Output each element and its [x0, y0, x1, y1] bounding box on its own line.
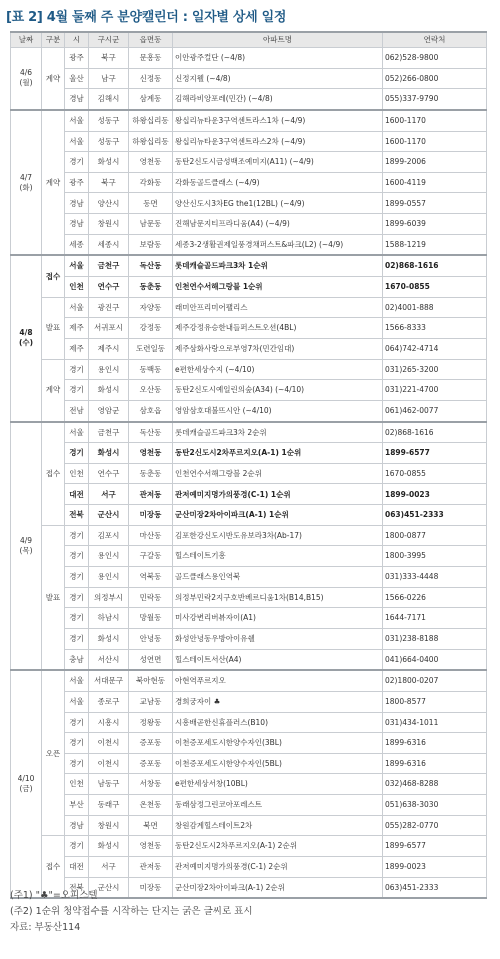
si-cell: 경기	[65, 608, 89, 629]
header-gu: 구시군	[89, 32, 129, 48]
apartment-cell: e편한세상서창(10BL)	[173, 774, 383, 795]
table-header-row	[11, 32, 487, 48]
apartment-cell: 이안광주컬단 (~4/8)	[173, 48, 383, 69]
gu-cell: 김해시	[89, 89, 129, 110]
table-row	[11, 68, 487, 89]
apartment-cell: 골드클래스용인역북	[173, 567, 383, 588]
table-row	[11, 338, 487, 359]
dong-cell: 하왕십리동	[129, 131, 173, 152]
dong-cell: 독산동	[129, 422, 173, 443]
type-cell: 접수	[42, 836, 65, 898]
si-cell: 경기	[65, 587, 89, 608]
gu-cell: 종로구	[89, 691, 129, 712]
apartment-cell: 이천증포세도시한양수자인(3BL)	[173, 733, 383, 754]
apartment-cell: 영암삼호대불뜨시안 (~4/10)	[173, 400, 383, 421]
gu-cell: 제주시	[89, 338, 129, 359]
si-cell: 경남	[65, 89, 89, 110]
contact-cell: 032)468-8288	[383, 774, 487, 795]
gu-cell: 서산시	[89, 649, 129, 670]
type-cell: 발표	[42, 525, 65, 670]
gu-cell: 서귀포시	[89, 318, 129, 339]
apartment-cell: 동탄2신도시예일린의숲(A34) (~4/10)	[173, 380, 383, 401]
contact-cell: 1670-0855	[383, 277, 487, 298]
table-row	[11, 214, 487, 235]
gu-cell: 군산시	[89, 877, 129, 898]
apartment-cell: 왕십리뉴타운3구역센트라스2차 (~4/9)	[173, 131, 383, 152]
contact-cell: 02)868-1616	[383, 422, 487, 443]
date-cell: 4/6 (월)	[11, 48, 42, 110]
footnote-source: 자료: 부동산114	[10, 922, 81, 933]
table-row	[11, 172, 487, 193]
dong-cell: 역북동	[129, 567, 173, 588]
contact-cell: 031)221-4700	[383, 380, 487, 401]
table-row	[11, 712, 487, 733]
apartment-cell: 이천증포세도시한양수자인(5BL)	[173, 753, 383, 774]
table-row	[11, 463, 487, 484]
apartment-cell: 의정부민락2지구호반베르디움1차(B14,B15)	[173, 587, 383, 608]
si-cell: 경남	[65, 193, 89, 214]
apartment-cell: 김포한강신도시반도유보라3차(Ab-17)	[173, 525, 383, 546]
schedule-table	[10, 31, 487, 899]
gu-cell: 이천시	[89, 733, 129, 754]
apartment-cell: 래미안프리미어팰리스	[173, 297, 383, 318]
dong-cell: 동백동	[129, 359, 173, 380]
si-cell: 서울	[65, 255, 89, 276]
date-cell: 4/10 (금)	[11, 670, 42, 898]
type-cell: 계약	[42, 110, 65, 255]
dong-cell: 구갈동	[129, 546, 173, 567]
apartment-cell: 롯데캐슬골드파크3차 1순위	[173, 255, 383, 276]
header-dong: 읍면동	[129, 32, 173, 48]
gu-cell: 양산시	[89, 193, 129, 214]
gu-cell: 서구	[89, 484, 129, 505]
si-cell: 서울	[65, 670, 89, 691]
contact-cell: 051)638-3030	[383, 795, 487, 816]
table-row	[11, 753, 487, 774]
contact-cell: 061)462-0077	[383, 400, 487, 421]
contact-cell: 1800-0877	[383, 525, 487, 546]
table-row	[11, 795, 487, 816]
dong-cell: 오산동	[129, 380, 173, 401]
table-row	[11, 400, 487, 421]
apartment-cell: 미사강변리버뷰자이(A1)	[173, 608, 383, 629]
si-cell: 서울	[65, 110, 89, 131]
contact-cell: 031)434-1011	[383, 712, 487, 733]
gu-cell: 서대문구	[89, 670, 129, 691]
gu-cell: 의정부시	[89, 587, 129, 608]
gu-cell: 금천구	[89, 422, 129, 443]
si-cell: 경기	[65, 525, 89, 546]
dong-cell: 온천동	[129, 795, 173, 816]
contact-cell: 1899-6039	[383, 214, 487, 235]
si-cell: 경기	[65, 359, 89, 380]
si-cell: 대전	[65, 856, 89, 877]
si-cell: 서울	[65, 131, 89, 152]
contact-cell: 1899-6316	[383, 753, 487, 774]
table-row	[11, 255, 487, 276]
table-row	[11, 691, 487, 712]
table-row	[11, 110, 487, 131]
gu-cell: 군산시	[89, 505, 129, 526]
footnote-bold: (주2) 1순위 청약접수를 시작하는 단지는 굵은 글씨로 표시	[10, 906, 253, 917]
si-cell: 광주	[65, 172, 89, 193]
table-row	[11, 587, 487, 608]
gu-cell: 이천시	[89, 753, 129, 774]
si-cell: 경기	[65, 567, 89, 588]
gu-cell: 북구	[89, 48, 129, 69]
gu-cell: 성동구	[89, 131, 129, 152]
contact-cell: 02)1800-0207	[383, 670, 487, 691]
table-row	[11, 443, 487, 464]
si-cell: 경기	[65, 546, 89, 567]
table-row	[11, 608, 487, 629]
contact-cell: 1670-0855	[383, 463, 487, 484]
dong-cell: 자양동	[129, 297, 173, 318]
dong-cell: 각화동	[129, 172, 173, 193]
gu-cell: 서구	[89, 856, 129, 877]
si-cell: 제주	[65, 318, 89, 339]
contact-cell: 1899-2006	[383, 152, 487, 173]
contact-cell: 1566-0226	[383, 587, 487, 608]
date-cell: 4/8 (수)	[11, 255, 42, 421]
apartment-cell: 신정지웰 (~4/8)	[173, 68, 383, 89]
dong-cell: 서창동	[129, 774, 173, 795]
dong-cell: 증포동	[129, 733, 173, 754]
type-cell: 오픈	[42, 670, 65, 836]
gu-cell: 화성시	[89, 380, 129, 401]
header-date: 날짜	[11, 32, 42, 48]
apartment-cell: 각화동골드클래스 (~4/9)	[173, 172, 383, 193]
gu-cell: 용인시	[89, 359, 129, 380]
gu-cell: 용인시	[89, 567, 129, 588]
si-cell: 경기	[65, 836, 89, 857]
contact-cell: 1800-8577	[383, 691, 487, 712]
table-row	[11, 505, 487, 526]
si-cell: 전북	[65, 505, 89, 526]
contact-cell: 1899-0557	[383, 193, 487, 214]
dong-cell: 북면	[129, 815, 173, 836]
dong-cell: 망월동	[129, 608, 173, 629]
dong-cell: 마산동	[129, 525, 173, 546]
si-cell: 경기	[65, 628, 89, 649]
apartment-cell: 동탄2신도시2차푸르지오(A-1) 2순위	[173, 836, 383, 857]
table-row	[11, 628, 487, 649]
apartment-cell: 롯데캐슬골드파크3차 2순위	[173, 422, 383, 443]
apartment-cell: 관저예미지명가의풍경(C-1) 2순위	[173, 856, 383, 877]
gu-cell: 세종시	[89, 234, 129, 255]
type-cell: 계약	[42, 359, 65, 421]
contact-cell: 052)266-0800	[383, 68, 487, 89]
apartment-cell: 제주강정유승한내들퍼스트오션(4BL)	[173, 318, 383, 339]
gu-cell: 용인시	[89, 546, 129, 567]
apartment-cell: 제주삼화사랑으로부영7차(민간임대)	[173, 338, 383, 359]
contact-cell: 1899-0023	[383, 856, 487, 877]
gu-cell: 창원시	[89, 815, 129, 836]
si-cell: 세종	[65, 234, 89, 255]
table-row	[11, 567, 487, 588]
header-apartment: 아파트명	[173, 32, 383, 48]
apartment-cell: 양산신도시3차EG the1(12BL) (~4/9)	[173, 193, 383, 214]
dong-cell: 독산동	[129, 255, 173, 276]
gu-cell: 남동구	[89, 774, 129, 795]
dong-cell: 관저동	[129, 856, 173, 877]
apartment-cell: 힐스테이트기흥	[173, 546, 383, 567]
dong-cell: 문흥동	[129, 48, 173, 69]
table-row	[11, 546, 487, 567]
table-title: [표 2] 4월 둘째 주 분양캘린더 : 일자별 상세 일정	[6, 10, 287, 25]
si-cell: 경기	[65, 733, 89, 754]
dong-cell: 동춘동	[129, 277, 173, 298]
apartment-cell: 인천연수서해그랑블 2순위	[173, 463, 383, 484]
dong-cell: 미장동	[129, 877, 173, 898]
footnote-officetel: (주1) "♣"=오피스텔	[10, 890, 98, 901]
dong-cell: 삼계동	[129, 89, 173, 110]
table-row	[11, 152, 487, 173]
gu-cell: 금천구	[89, 255, 129, 276]
gu-cell: 북구	[89, 172, 129, 193]
apartment-cell: 창원감계힐스테이트2차	[173, 815, 383, 836]
gu-cell: 동래구	[89, 795, 129, 816]
header-si: 시	[65, 32, 89, 48]
type-cell: 계약	[42, 48, 65, 110]
header-type: 구분	[42, 32, 65, 48]
si-cell: 서울	[65, 691, 89, 712]
si-cell: 경기	[65, 712, 89, 733]
table-row	[11, 297, 487, 318]
apartment-cell: 관저예미지명가의풍경(C-1) 1순위	[173, 484, 383, 505]
apartment-cell: 인천연수서해그랑블 1순위	[173, 277, 383, 298]
contact-cell: 02)868-1616	[383, 255, 487, 276]
gu-cell: 남구	[89, 68, 129, 89]
contact-cell: 031)265-3200	[383, 359, 487, 380]
contact-cell: 1588-1219	[383, 234, 487, 255]
si-cell: 경기	[65, 443, 89, 464]
gu-cell: 화성시	[89, 836, 129, 857]
table-row	[11, 484, 487, 505]
dong-cell: 보람동	[129, 234, 173, 255]
apartment-cell: 동탄2신도시2차푸르지오(A-1) 1순위	[173, 443, 383, 464]
si-cell: 울산	[65, 68, 89, 89]
dong-cell: 안녕동	[129, 628, 173, 649]
si-cell: 인천	[65, 774, 89, 795]
contact-cell: 1899-6316	[383, 733, 487, 754]
table-row	[11, 318, 487, 339]
table-row	[11, 277, 487, 298]
dong-cell: 관저동	[129, 484, 173, 505]
apartment-cell: 아현역푸르지오	[173, 670, 383, 691]
contact-cell: 063)451-2333	[383, 505, 487, 526]
si-cell: 인천	[65, 463, 89, 484]
gu-cell: 연수구	[89, 463, 129, 484]
si-cell: 서울	[65, 297, 89, 318]
contact-cell: 1899-6577	[383, 836, 487, 857]
contact-cell: 063)451-2333	[383, 877, 487, 898]
type-cell: 접수	[42, 255, 65, 297]
date-cell: 4/7 (화)	[11, 110, 42, 255]
dong-cell: 영천동	[129, 152, 173, 173]
dong-cell: 영천동	[129, 836, 173, 857]
table-row	[11, 733, 487, 754]
contact-cell: 1644-7171	[383, 608, 487, 629]
table-row	[11, 193, 487, 214]
si-cell: 전북	[65, 877, 89, 898]
si-cell: 광주	[65, 48, 89, 69]
apartment-cell: 힐스테이트서산(A4)	[173, 649, 383, 670]
apartment-cell: 화성안녕동우방아이유쉘	[173, 628, 383, 649]
si-cell: 경기	[65, 753, 89, 774]
si-cell: 경남	[65, 214, 89, 235]
apartment-cell: 군산미장2차아이파크(A-1) 2순위	[173, 877, 383, 898]
gu-cell: 영암군	[89, 400, 129, 421]
si-cell: 경기	[65, 152, 89, 173]
dong-cell: 민락동	[129, 587, 173, 608]
contact-cell: 064)742-4714	[383, 338, 487, 359]
table-row	[11, 380, 487, 401]
dong-cell: 성연면	[129, 649, 173, 670]
contact-cell: 055)337-9790	[383, 89, 487, 110]
apartment-cell: 세종3-2생활권제일풍경채퍼스트&파크(L2) (~4/9)	[173, 234, 383, 255]
contact-cell: 031)333-4448	[383, 567, 487, 588]
table-row	[11, 670, 487, 691]
contact-cell: 1600-4119	[383, 172, 487, 193]
gu-cell: 하남시	[89, 608, 129, 629]
table-row	[11, 856, 487, 877]
gu-cell: 화성시	[89, 628, 129, 649]
contact-cell: 1600-1170	[383, 131, 487, 152]
si-cell: 제주	[65, 338, 89, 359]
table-row	[11, 525, 487, 546]
gu-cell: 광진구	[89, 297, 129, 318]
table-row	[11, 774, 487, 795]
table-row	[11, 836, 487, 857]
contact-cell: 1566-8333	[383, 318, 487, 339]
header-contact: 연락처	[383, 32, 487, 48]
dong-cell: 동춘동	[129, 463, 173, 484]
apartment-cell: 김해라비앙포레(민간) (~4/8)	[173, 89, 383, 110]
dong-cell: 강정동	[129, 318, 173, 339]
dong-cell: 동면	[129, 193, 173, 214]
contact-cell: 055)282-0770	[383, 815, 487, 836]
si-cell: 경기	[65, 380, 89, 401]
footnotes	[10, 888, 253, 936]
gu-cell: 화성시	[89, 443, 129, 464]
contact-cell: 1899-0023	[383, 484, 487, 505]
contact-cell: 062)528-9800	[383, 48, 487, 69]
apartment-cell: 동래삼정그린코아포레스트	[173, 795, 383, 816]
gu-cell: 시흥시	[89, 712, 129, 733]
contact-cell: 041)664-0400	[383, 649, 487, 670]
contact-cell: 031)238-8188	[383, 628, 487, 649]
apartment-cell: e편한세상수지 (~4/10)	[173, 359, 383, 380]
dong-cell: 북아현동	[129, 670, 173, 691]
si-cell: 전남	[65, 400, 89, 421]
si-cell: 부산	[65, 795, 89, 816]
dong-cell: 남문동	[129, 214, 173, 235]
table-row	[11, 234, 487, 255]
table-row	[11, 89, 487, 110]
schedule-body	[11, 48, 487, 899]
dong-cell: 신정동	[129, 68, 173, 89]
gu-cell: 성동구	[89, 110, 129, 131]
apartment-cell: 왕십리뉴타운3구역센트라스1차 (~4/9)	[173, 110, 383, 131]
type-cell: 발표	[42, 297, 65, 359]
gu-cell: 창원시	[89, 214, 129, 235]
gu-cell: 화성시	[89, 152, 129, 173]
table-row	[11, 48, 487, 69]
si-cell: 경남	[65, 815, 89, 836]
si-cell: 대전	[65, 484, 89, 505]
gu-cell: 김포시	[89, 525, 129, 546]
table-row	[11, 359, 487, 380]
apartment-cell: 진해남문지티프라디움(A4) (~4/9)	[173, 214, 383, 235]
dong-cell: 하왕십리동	[129, 110, 173, 131]
apartment-cell: 군산미장2차아이파크(A-1) 1순위	[173, 505, 383, 526]
table-row	[11, 815, 487, 836]
dong-cell: 도련일동	[129, 338, 173, 359]
contact-cell: 1899-6577	[383, 443, 487, 464]
contact-cell: 1600-1170	[383, 110, 487, 131]
table-row	[11, 422, 487, 443]
contact-cell: 1800-3995	[383, 546, 487, 567]
dong-cell: 교남동	[129, 691, 173, 712]
dong-cell: 정왕동	[129, 712, 173, 733]
dong-cell: 미장동	[129, 505, 173, 526]
dong-cell: 삼호읍	[129, 400, 173, 421]
si-cell: 서울	[65, 422, 89, 443]
table-row	[11, 131, 487, 152]
dong-cell: 증포동	[129, 753, 173, 774]
apartment-cell: 시흥배곧한신휴플러스(B10)	[173, 712, 383, 733]
contact-cell: 02)4001-888	[383, 297, 487, 318]
si-cell: 충남	[65, 649, 89, 670]
apartment-cell: 동탄2신도시금성백조예미지(A11) (~4/9)	[173, 152, 383, 173]
si-cell: 인천	[65, 277, 89, 298]
table-row	[11, 649, 487, 670]
dong-cell: 영천동	[129, 443, 173, 464]
apartment-cell: 경희궁자이 ♣	[173, 691, 383, 712]
gu-cell: 연수구	[89, 277, 129, 298]
type-cell: 접수	[42, 422, 65, 526]
date-cell: 4/9 (목)	[11, 422, 42, 671]
